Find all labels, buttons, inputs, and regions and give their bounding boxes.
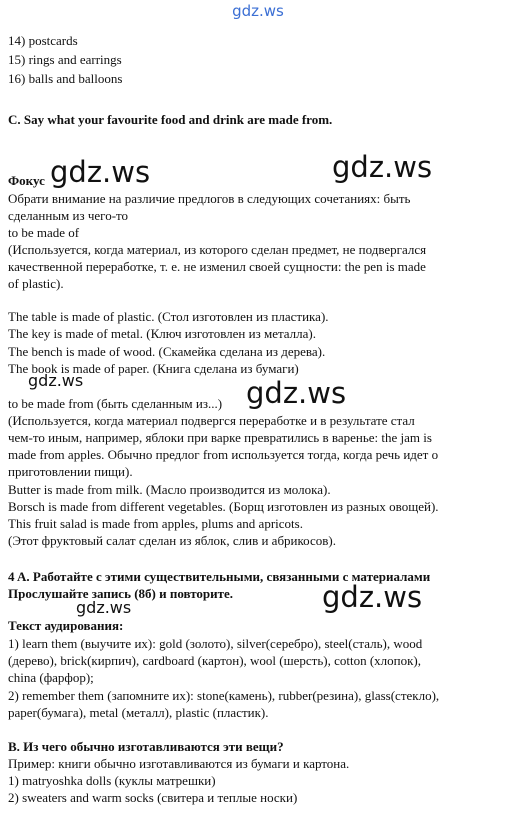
text-line: 2) remember them (запомните их): stone(камень), rubber(резина), glass(стекло), <box>8 688 440 703</box>
list-item: 15) rings and earrings <box>8 52 122 67</box>
list-item: 16) balls and balloons <box>8 71 123 86</box>
text-line: чем-то иным, например, яблоки при варке превратились в варенье: the jam is <box>8 430 432 445</box>
example-line: The book is made of paper. (Книга сделана из бумаги) <box>8 361 299 376</box>
text-line: (дерево), brick(кирпич), cardboard (картон), wool (шерсть), cotton (хлопок), <box>8 653 421 668</box>
text-line: to be made from (быть сделанным из...) <box>8 396 223 411</box>
watermark: gdz.ws <box>322 580 423 614</box>
text-line: 1) learn them (выучите их): gold (золото), silver(серебро), steel(сталь), wood <box>8 636 423 651</box>
text-line: качественной переработке, т. е. не изменил своей сущности: the pen is made <box>8 259 426 274</box>
text-line: (Используется, когда материал подвергся переработке и в результате стал <box>8 413 415 428</box>
watermark-header: gdz.ws <box>232 2 284 20</box>
example-line: The bench is made of wood. (Скамейка сделана из дерева). <box>8 344 326 359</box>
text-line: Обрати внимание на различие предлогов в следующих сочетаниях: быть <box>8 191 411 206</box>
watermark: gdz.ws <box>76 598 132 617</box>
example-line: (Этот фруктовый салат сделан из яблок, слив и абрикосов). <box>8 533 336 548</box>
list-item: 2) sweaters and warm socks (свитера и теплые носки) <box>8 790 298 805</box>
text-line: of plastic). <box>8 276 64 291</box>
watermark: gdz.ws <box>50 155 151 189</box>
text-line: (Используется, когда материал, из которого сделан предмет, не подвергался <box>8 242 427 257</box>
section-heading: B. Из чего обычно изготавливаются эти вещи? <box>8 739 284 754</box>
example-line: Butter is made from milk. (Масло производится из молока). <box>8 482 331 497</box>
subheading: Текст аудирования: <box>8 618 124 633</box>
example-line: The table is made of plastic. (Стол изготовлен из пластика). <box>8 309 329 324</box>
text-line: приготовлении пищи). <box>8 464 133 479</box>
text-line: paper(бумага), metal (металл), plastic (пластик). <box>8 705 269 720</box>
focus-heading: Фокус <box>8 173 45 188</box>
text-line: made from apples. Обычно предлог from используется тогда, когда речь идет о <box>8 447 439 462</box>
watermark: gdz.ws <box>332 150 433 184</box>
list-item: 1) matryoshka dolls (куклы матрешки) <box>8 773 216 788</box>
text-line: Пример: книги обычно изготавливаются из бумаги и картона. <box>8 756 350 771</box>
section-heading: C. Say what your favourite food and drink are made from. <box>8 112 333 127</box>
section-heading: 4 A. Работайте с этими существительными, связанными с материалами <box>8 569 431 584</box>
watermark: gdz.ws <box>28 371 84 390</box>
example-line: Borsch is made from different vegetables. (Борщ изготовлен из разных овощей). <box>8 499 439 514</box>
example-line: The key is made of metal. (Ключ изготовлен из металла). <box>8 326 317 341</box>
text-line: china (фарфор); <box>8 670 94 685</box>
section-heading: Прослушайте запись (8б) и повторите. <box>8 586 234 601</box>
list-item: 14) postcards <box>8 33 78 48</box>
text-line: сделанным из чего-то <box>8 208 129 223</box>
text-line: to be made of <box>8 225 80 240</box>
example-line: This fruit salad is made from apples, plums and apricots. <box>8 516 303 531</box>
watermark: gdz.ws <box>246 376 347 410</box>
